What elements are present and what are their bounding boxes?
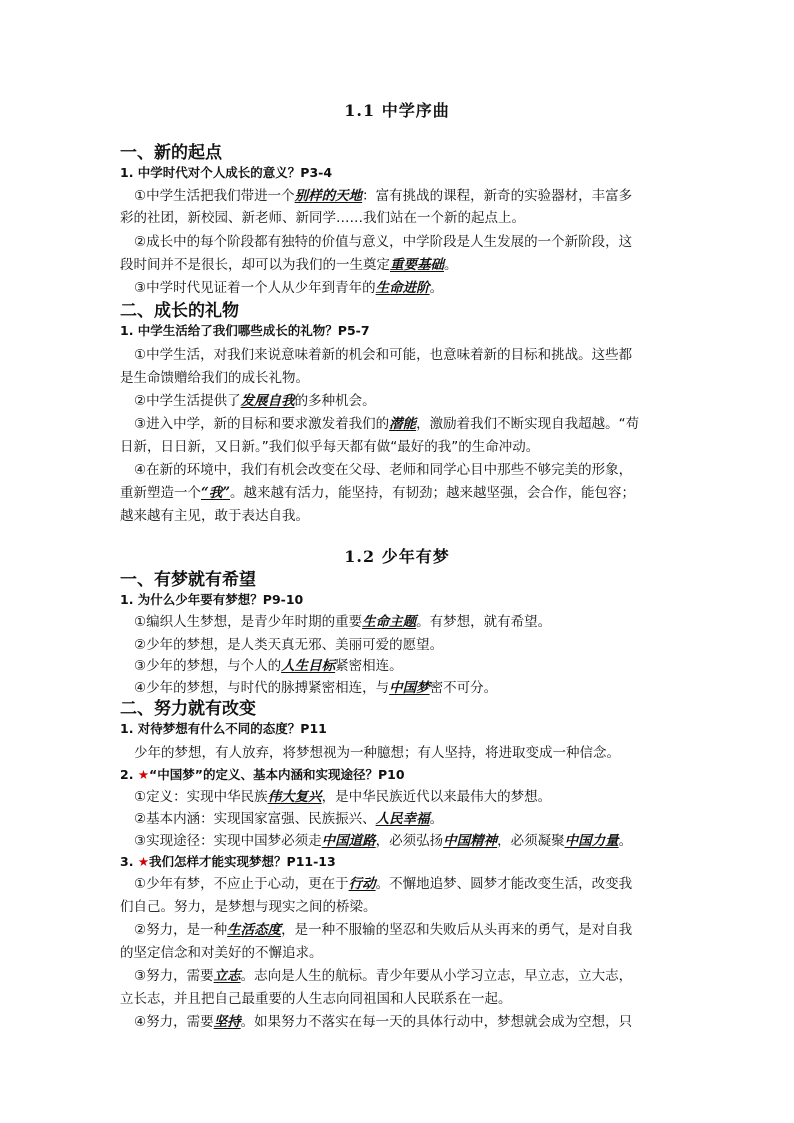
paragraph-line [134,1010,632,1030]
paragraph-line: 们自己。努力，是梦想与现实之间的桥梁。 [120,899,377,915]
paragraph-line [120,253,458,273]
text: ④少年的梦想，与时代的脉搏紧密相连，与 [134,680,390,696]
star-icon: ★ [137,854,150,869]
text: 。 [429,280,444,296]
text: 的多种机会。 [294,393,376,409]
text: 。 [618,833,633,849]
question-1: 1. 中学时代对个人成长的意义？P3-4 [120,165,333,180]
question-number: 2. [120,767,134,782]
paragraph-line: 的坚定信念和对美好的不懈追求。 [120,945,323,961]
text: 重新塑造一个 [120,485,201,501]
text: ①编织人生梦想，是青少年时期的重要 [134,614,363,630]
text: ①少年有梦，不应止于心动，更在于 [134,876,349,892]
text: ①中学生活把我们带进一个 [134,188,295,204]
text: 段时间并不是很长，却可以为我们的一生奠定 [120,257,390,273]
lesson-title-1-2: 1.2 少年有梦 [344,547,450,566]
paragraph-line: 少年的梦想，有人放弃，将梦想视为一种臆想；有人坚持，将进取变成一种信念。 [134,745,620,761]
keyword: 行动 [348,876,376,892]
text: ，是中华民族近代以来最伟大的梦想。 [321,789,552,805]
keyword: 生命主题 [362,614,417,630]
paragraph-line: ②少年的梦想，是人类天真无邪、美丽可爱的愿望。 [134,637,444,653]
keyword: 坚持 [213,1014,241,1030]
paragraph-line [134,654,403,674]
paragraph-line [134,412,639,432]
paragraph-line [134,829,632,849]
question-text: 我们怎样才能实现梦想？P11-13 [149,854,336,869]
question-1: 1. 为什么少年要有梦想？P9-10 [120,592,304,607]
text: ③中学时代见证着一个人从少年到青年的 [134,280,376,296]
keyword: 人生目标 [281,658,336,674]
keyword: 人民幸福 [375,811,430,827]
text: ②努力，是一种 [134,922,228,938]
keyword: 中国力量 [564,833,619,849]
text: ，是一种不服输的坚忍和失败后从头再来的勇气，是对自我 [281,922,633,938]
paragraph-line: ②成长中的每个阶段都有独特的价值与意义，中学阶段是人生发展的一个新阶段，这 [134,234,633,250]
text: 紧密相连。 [335,658,403,674]
paragraph-line [134,184,632,204]
paragraph-line: 日新，日日新，又日新。”我们似乎每天都有做“最好的我”的生命冲动。 [120,439,540,455]
text: ③进入中学，新的目标和要求激发着我们的 [134,416,390,432]
paragraph-line [134,964,632,984]
paragraph-line: 越来越有主见，敢于表达自我。 [120,508,309,524]
text: 密不可分。 [429,680,498,696]
section-heading-growth-gift: 二、成长的礼物 [120,301,239,321]
keyword: 中国道路 [321,833,376,849]
text: 。越来越有活力，能坚持，有韧劲；越来越坚强，会合作，能包容； [230,485,636,501]
question-text: “中国梦”的定义、基本内涵和实现途径？P10 [149,767,405,782]
lesson-title-1-1: 1.1 中学序曲 [344,101,450,120]
keyword: 立志 [213,968,241,984]
text: ②中学生活提供了 [134,393,241,409]
paragraph-line [120,481,635,501]
paragraph-line [134,918,632,938]
question-number: 3. [120,854,134,869]
paragraph-line [134,610,551,630]
paragraph-line: 是生命馈赠给我们的成长礼物。 [120,370,309,386]
text: 。不懈地追梦、圆梦才能改变生活，改变我 [375,876,633,892]
text: ，必须凝聚 [497,833,565,849]
text: 。 [429,811,444,827]
paragraph-line: 彩的社团，新校园、新老师、新同学……我们站在一个新的起点上。 [120,210,525,226]
keyword: 生活态度 [227,922,282,938]
question-2 [120,765,405,783]
text: ①定义：实现中华民族 [134,789,268,805]
question-1: 1. 中学生活给了我们哪些成长的礼物？P5-7 [120,323,370,338]
paragraph-line [134,785,551,805]
text: ③少年的梦想，与个人的 [134,658,282,674]
question-1: 1. 对待梦想有什么不同的态度？P11 [120,721,327,736]
text: ：富有挑战的课程，新奇的实验器材，丰富多 [362,188,633,204]
section-heading-effort-change: 二、努力就有改变 [120,699,256,719]
paragraph-line [134,807,443,827]
star-icon: ★ [137,767,150,782]
keyword: 发展自我 [240,393,295,409]
text: ③努力，需要 [134,968,214,984]
paragraph-line: 立长志，并且把自己最重要的人生志向同祖国和人民联系在一起。 [120,991,512,1007]
paragraph-line: ①中学生活，对我们来说意味着新的机会和可能，也意味着新的目标和挑战。这些都 [134,347,633,363]
text: 。如果努力不落实在每一天的具体行动中，梦想就会成为空想，只 [240,1014,633,1030]
text: ，必须弘扬 [375,833,444,849]
keyword: 中国精神 [443,833,498,849]
text: ，激励着我们不断实现自我超越。“苟 [416,416,640,432]
keyword: 中国梦 [389,680,430,696]
paragraph-line [134,872,632,892]
text: 。 [444,257,458,273]
paragraph-line [134,676,497,696]
keyword: “我” [201,485,231,501]
keyword: 重要基础 [390,257,444,273]
text: ④努力，需要 [134,1014,214,1030]
keyword: 生命进阶 [375,280,430,296]
keyword: 潜能 [389,416,417,432]
paragraph-line [134,276,443,296]
question-3 [120,852,336,870]
paragraph-line [134,389,376,409]
keyword: 伟大复兴 [267,789,322,805]
keyword: 别样的天地 [294,188,363,204]
section-heading-new-start: 一、新的起点 [120,143,222,163]
text: ③实现途径：实现中国梦必须走 [134,833,322,849]
text: 。有梦想，就有希望。 [416,614,552,630]
paragraph-line: ④在新的环境中，我们有机会改变在父母、老师和同学心目中那些不够完美的形象， [134,462,633,478]
text: 。志向是人生的航标。青少年要从小学习立志，早立志，立大志， [240,968,633,984]
text: ②基本内涵：实现国家富强、民族振兴、 [134,811,376,827]
section-heading-dream-hope: 一、有梦就有希望 [120,570,256,590]
